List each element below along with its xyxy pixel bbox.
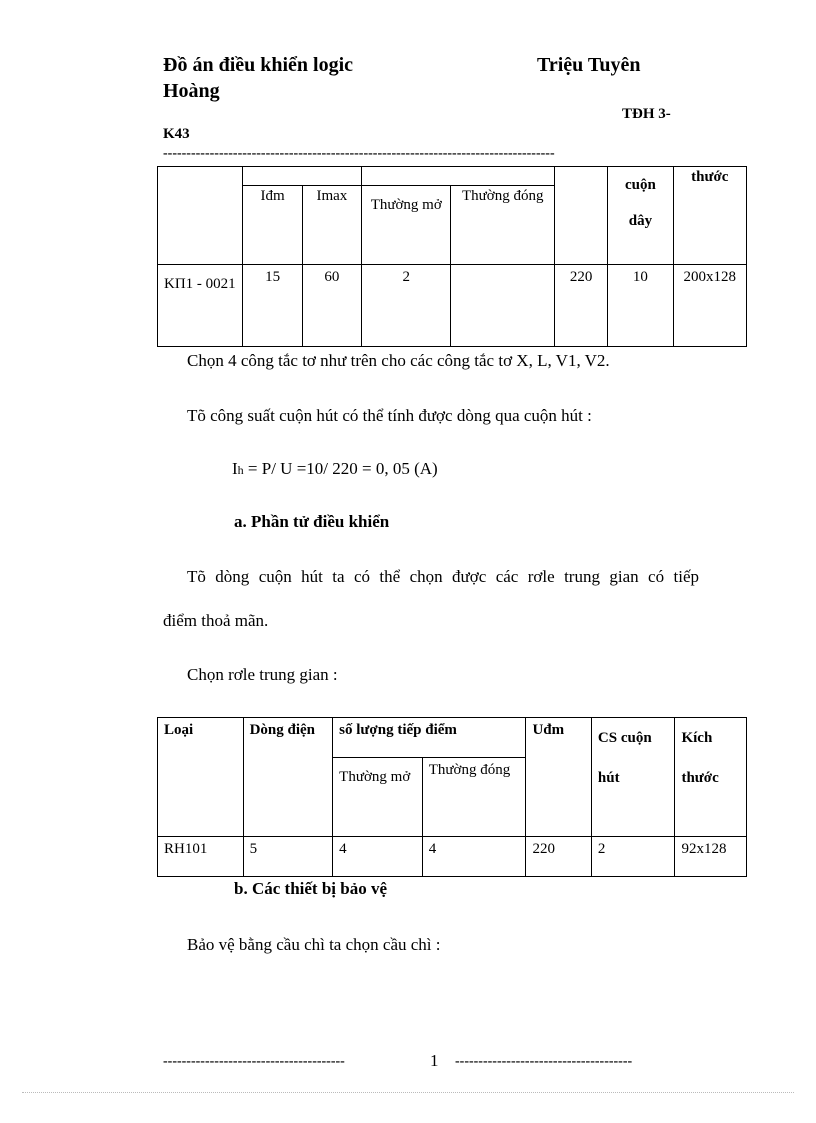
class-code-cont: K43	[163, 126, 190, 142]
table2-row-cs: 2	[591, 837, 675, 877]
paragraph-relay-line1: Tõ dòng cuộn hút ta có thể chọn được các rơle trung gian có tiếp	[187, 567, 699, 586]
table2-header-dong-dien: Dòng điện	[243, 718, 333, 837]
author-name: Triệu Tuyên	[537, 54, 641, 76]
table1-header-thuoc: thước	[673, 167, 746, 265]
table1-empty-cell	[158, 167, 243, 265]
table1-header-cuon-day: cuộn dây	[608, 167, 673, 265]
contactor-table	[157, 166, 747, 347]
author-name-cont: Hoàng	[163, 80, 220, 102]
table1-header-thuong-dong: Thường đóng	[451, 186, 555, 265]
table2-row-kich-thuoc: 92x128	[675, 837, 747, 877]
relay-table	[157, 717, 747, 877]
paragraph-fuse: Bảo vệ bằng cầu chì ta chọn cầu chì :	[187, 935, 441, 954]
table1-empty-cell	[362, 167, 555, 186]
paragraph-choose-contactors: Chọn 4 công tắc tơ như trên cho các công tắc tơ X, L, V1, V2.	[187, 351, 610, 370]
section-a-heading: a. Phần tử điều khiển	[234, 512, 390, 531]
table1-row-imax: 60	[302, 265, 361, 347]
table1-row-udm: 220	[554, 265, 607, 347]
paragraph-coil-power: Tõ công suất cuộn hút có thể tính được dòng qua cuộn hút :	[187, 406, 592, 425]
page-bottom-divider	[22, 1092, 794, 1093]
table1-row-thuong-mo: 2	[362, 265, 451, 347]
table2-header-kich-thuoc: Kích thước	[675, 718, 747, 837]
class-code: TĐH 3-	[622, 106, 671, 122]
table2-row-thuong-mo: 4	[333, 837, 423, 877]
table2-row-loai: RH101	[158, 837, 244, 877]
table1-row-type: KΠ1 - 0021	[158, 265, 243, 347]
table1-row-idm: 15	[243, 265, 302, 347]
table1-row-thuoc: 200x128	[673, 265, 746, 347]
table1-header-imax: Imax	[302, 186, 361, 265]
formula-expression: = P/ U =10/ 220 = 0, 05 (A)	[243, 459, 438, 478]
table1-row-thuong-dong	[451, 265, 555, 347]
table1-empty-cell	[243, 167, 362, 186]
page-number: 1	[430, 1051, 439, 1070]
table2-row-dong-dien: 5	[243, 837, 333, 877]
table2-header-udm: Uđm	[526, 718, 591, 837]
formula-symbol: I	[232, 459, 238, 478]
footer-rule-right: --------------------------------------	[455, 1054, 633, 1069]
formula-subscript: h	[237, 463, 244, 477]
table1-header-thuong-mo: Thường mở	[362, 186, 451, 265]
formula-current	[232, 459, 438, 479]
section-b-heading: b. Các thiết bị bảo vệ	[234, 879, 387, 898]
table2-header-so-luong: số lượng tiếp điểm	[333, 718, 526, 758]
table2-header-loai: Loại	[158, 718, 244, 837]
table2-header-thuong-dong: Thường đóng	[422, 758, 526, 837]
footer-rule-left: ---------------------------------------	[163, 1054, 345, 1069]
table2-header-thuong-mo: Thường mở	[333, 758, 423, 837]
table2-header-cs-cuon-hut: CS cuộn hút	[591, 718, 675, 837]
paragraph-relay-line2: điểm thoả mãn.	[163, 611, 269, 630]
table1-header-idm: Iđm	[243, 186, 302, 265]
table1-empty-cell	[554, 167, 607, 265]
document-title: Đồ án điều khiển logic	[163, 54, 354, 76]
table2-row-thuong-dong: 4	[422, 837, 526, 877]
table2-row-udm: 220	[526, 837, 591, 877]
header-rule: ------------------------------------------------------------------------------------	[163, 146, 555, 161]
table1-row-cuon-day: 10	[608, 265, 673, 347]
paragraph-choose-relay: Chọn rơle trung gian :	[187, 665, 338, 684]
